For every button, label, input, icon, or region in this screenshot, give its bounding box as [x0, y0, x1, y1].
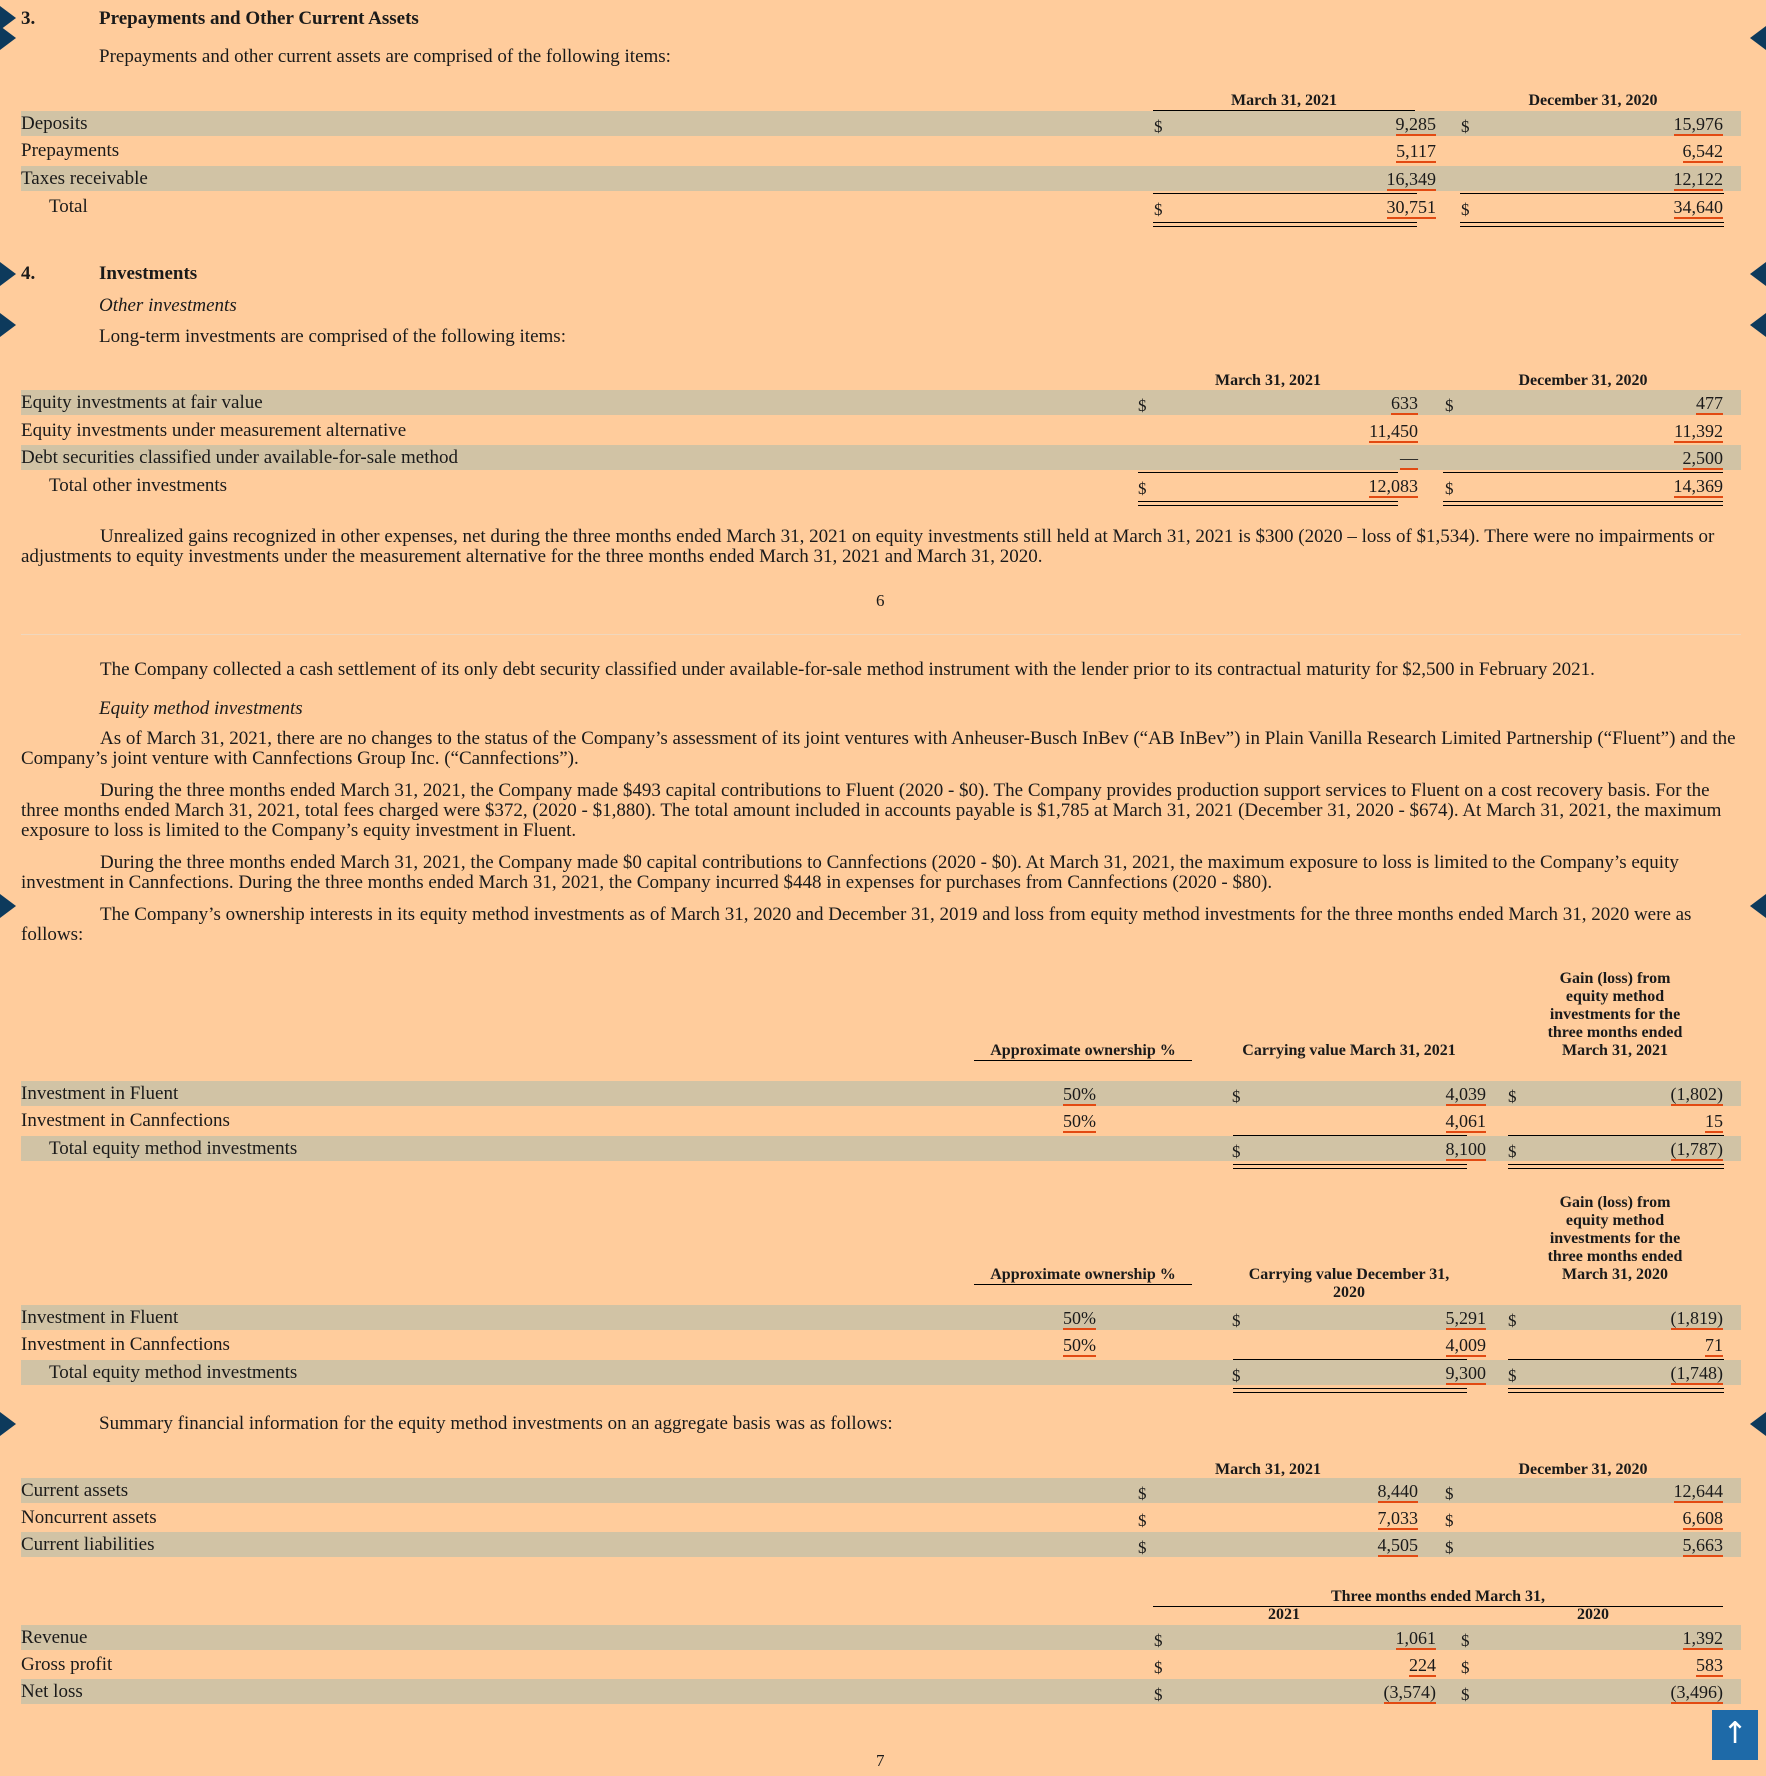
section-subtitle: Other investments: [99, 295, 237, 316]
cell-value: 6,542: [1682, 141, 1723, 161]
row-label: Deposits: [21, 113, 88, 134]
note-number: 3.: [21, 8, 36, 29]
cell-value: 30,751: [1386, 197, 1436, 217]
table-row: [21, 111, 1741, 136]
body-paragraph: The Company’s ownership interests in its equity method investments as of March 31, 2020 and December 31, 2019 and loss from equity method investments for the three months ended March 31, 2020 were as follows:: [21, 904, 1692, 945]
column-header: Approximate ownership %: [974, 1042, 1192, 1061]
row-label: Total equity method investments: [49, 1138, 298, 1159]
cell-value: 1,392: [1682, 1628, 1723, 1648]
summary-intro: Summary financial information for the equity method investments on an aggregate basis was as follows:: [99, 1413, 893, 1434]
table-row: [21, 1136, 1741, 1161]
cell-value: 34,640: [1673, 197, 1723, 217]
nav-marker-left-icon[interactable]: [1750, 313, 1766, 337]
column-header: 2021: [1268, 1606, 1300, 1623]
dollar-sign: $: [1154, 1631, 1163, 1650]
nav-marker-left-icon[interactable]: [1750, 26, 1766, 50]
column-header: Gain (loss) from equity method investments for the three months ended March 31, 2020: [1547, 1194, 1683, 1283]
row-label: Investment in Cannfections: [21, 1110, 230, 1131]
dollar-sign: $: [1232, 1087, 1241, 1106]
ownership-value: 50%: [1063, 1335, 1096, 1355]
table-row: [21, 1679, 1741, 1704]
dollar-sign: $: [1154, 1658, 1163, 1677]
table-row: [21, 445, 1741, 470]
body-paragraph: Unrealized gains recognized in other expenses, net during the three months ended March 31, 2021 on equity investments still held at March 31, 2021 is $300 (2020 – loss of $1,534). There were no impairments or adjustments to equity investments under the measurement alternative for the three months ended March 31, 2021 and March 31, 2020.: [21, 526, 1715, 567]
dollar-sign: $: [1508, 1142, 1517, 1161]
column-header: Approximate ownership %: [974, 1266, 1192, 1285]
dollar-sign: $: [1508, 1366, 1517, 1385]
dollar-sign: $: [1154, 1685, 1163, 1704]
row-label: Prepayments: [21, 140, 120, 161]
nav-marker-left-icon[interactable]: [1750, 894, 1766, 918]
cell-value: 1,061: [1395, 1628, 1436, 1648]
column-header: Gain (loss) from equity method investments for the three months ended March 31, 2021: [1547, 970, 1683, 1059]
table-row: [21, 194, 1741, 219]
table-row: [21, 1360, 1741, 1385]
dollar-sign: $: [1445, 479, 1454, 498]
dollar-sign: $: [1461, 1658, 1470, 1677]
column-header: Three months ended March 31,: [1153, 1588, 1723, 1607]
column-header: March 31, 2021: [1138, 372, 1398, 391]
cell-value: —: [1400, 448, 1418, 468]
row-label: Noncurrent assets: [21, 1507, 157, 1528]
cell-value: 8,440: [1377, 1481, 1418, 1501]
ownership-value: 50%: [1063, 1084, 1096, 1104]
row-label: Gross profit: [21, 1654, 113, 1675]
cell-value: 583: [1696, 1655, 1723, 1675]
cell-value: (3,496): [1670, 1682, 1723, 1702]
cell-value: 16,349: [1386, 169, 1436, 189]
nav-marker-left-icon[interactable]: [1750, 1412, 1766, 1436]
cell-value: 4,505: [1377, 1535, 1418, 1555]
table-row: [21, 1505, 1741, 1530]
dollar-sign: $: [1154, 200, 1163, 219]
column-header: 2020: [1577, 1606, 1609, 1623]
cell-value: 11,450: [1369, 421, 1418, 441]
cell-value: 6,608: [1682, 1508, 1723, 1528]
body-paragraph: During the three months ended March 31, 2021, the Company made $0 capital contributions to Cannfections (2020 - $0). At March 31, 2021, the maximum exposure to loss is limited to the Company’s equity investment in Cannfections. During the three months ended March 31, 2021, the Company incurred $448 in expenses for purchases from Cannfections (2020 - $80).: [21, 852, 1679, 893]
row-label: Total equity method investments: [49, 1362, 298, 1383]
table-row: [21, 1625, 1741, 1650]
row-label: Current assets: [21, 1480, 129, 1501]
total-double-rule: [1508, 1388, 1724, 1393]
ownership-value: 50%: [1063, 1111, 1096, 1131]
row-label: Investment in Fluent: [21, 1307, 179, 1328]
table-row: [21, 390, 1741, 415]
body-paragraph: The Company collected a cash settlement of its only debt security classified under available-for-sale method instrument with the lender prior to its contractual maturity for $2,500 in February 2021.: [100, 659, 1595, 680]
row-label: Total: [49, 196, 88, 217]
page-number: 6: [876, 591, 885, 610]
cell-value: 5,663: [1682, 1535, 1723, 1555]
column-header: March 31, 2021: [1138, 1461, 1398, 1480]
dollar-sign: $: [1232, 1366, 1241, 1385]
body-paragraph: As of March 31, 2021, there are no changes to the status of the Company’s assessment of its joint ventures with Anheuser-Busch InBev (“AB InBev”) in Plain Vanilla Research Limited Partnership (“Fluent”) and the Company’s joint venture with Cannfections Group Inc. (“Cannfections”).: [21, 728, 1736, 769]
table-row: [21, 1532, 1741, 1557]
nav-marker-right-icon[interactable]: [0, 313, 16, 337]
cell-value: 5,117: [1396, 141, 1436, 161]
note-intro: Long-term investments are comprised of the following items:: [99, 326, 566, 347]
cell-value: 4,009: [1445, 1335, 1486, 1355]
cell-value: 477: [1696, 393, 1723, 413]
dollar-sign: $: [1461, 1685, 1470, 1704]
dollar-sign: $: [1138, 1538, 1147, 1557]
dollar-sign: $: [1461, 1631, 1470, 1650]
cell-value: 12,644: [1673, 1481, 1723, 1501]
nav-marker-left-icon[interactable]: [1750, 262, 1766, 286]
total-double-rule: [1138, 501, 1398, 506]
row-label: Total other investments: [49, 475, 228, 496]
cell-value: (1,819): [1670, 1308, 1723, 1328]
total-double-rule: [1508, 1164, 1724, 1169]
row-label: Debt securities classified under available-for-sale method: [21, 447, 458, 468]
row-label: Taxes receivable: [21, 168, 148, 189]
cell-value: (1,748): [1670, 1363, 1723, 1383]
row-label: Equity investments at fair value: [21, 392, 263, 413]
table-row: [21, 473, 1741, 498]
cell-value: 224: [1409, 1655, 1436, 1675]
nav-marker-right-icon[interactable]: [0, 262, 16, 286]
row-label: Equity investments under measurement alternative: [21, 420, 407, 441]
dollar-sign: $: [1445, 1538, 1454, 1557]
table-row: [21, 1652, 1741, 1677]
column-header: December 31, 2020: [1518, 1461, 1648, 1478]
table-row: [21, 1081, 1741, 1106]
column-header: December 31, 2020: [1528, 92, 1658, 109]
dollar-sign: $: [1138, 1484, 1147, 1503]
section-subtitle: Equity method investments: [99, 698, 303, 719]
dollar-sign: $: [1461, 200, 1470, 219]
table-row: [21, 1332, 1741, 1357]
cell-value: 4,061: [1445, 1111, 1486, 1131]
nav-marker-right-icon[interactable]: [0, 1412, 16, 1436]
cell-value: 5,291: [1445, 1308, 1486, 1328]
cell-value: 14,369: [1673, 476, 1723, 496]
dollar-sign: $: [1138, 1511, 1147, 1530]
total-double-rule: [1460, 222, 1724, 227]
total-double-rule: [1233, 1164, 1467, 1169]
dollar-sign: $: [1154, 117, 1163, 136]
cell-value: (1,802): [1670, 1084, 1723, 1104]
cell-value: (1,787): [1670, 1139, 1723, 1159]
page-number: 7: [876, 1751, 885, 1770]
total-double-rule: [1443, 501, 1723, 506]
table-row: [21, 1478, 1741, 1503]
note-number: 4.: [21, 263, 36, 284]
cell-value: 9,285: [1395, 114, 1436, 134]
cell-value: 633: [1391, 393, 1418, 413]
ownership-value: 50%: [1063, 1308, 1096, 1328]
cell-value: 4,039: [1445, 1084, 1486, 1104]
column-header: Carrying value March 31, 2021: [1242, 1042, 1456, 1059]
dollar-sign: $: [1508, 1087, 1517, 1106]
table-row: [21, 1305, 1741, 1330]
body-paragraph: During the three months ended March 31, 2021, the Company made $493 capital contributions to Fluent (2020 - $0). The Company provides production support services to Fluent on a cost recovery basis. For the three months ended March 31, 2021, total fees charged were $372, (2020 - $1,880). The total amount included in accounts payable is $1,785 at March 31, 2021 (December 31, 2020 - $674). At March 31, 2021, the maximum exposure to loss is limited to the Company’s equity investment in Fluent.: [21, 780, 1722, 841]
dollar-sign: $: [1138, 479, 1147, 498]
dollar-sign: $: [1138, 396, 1147, 415]
arrow-up-icon: ↑: [1722, 1716, 1748, 1751]
cell-value: 15: [1705, 1111, 1723, 1131]
cell-value: 12,083: [1368, 476, 1418, 496]
nav-marker-right-icon[interactable]: [0, 26, 16, 50]
dollar-sign: $: [1232, 1311, 1241, 1330]
total-double-rule: [1153, 222, 1417, 227]
row-label: Revenue: [21, 1627, 88, 1648]
dollar-sign: $: [1461, 117, 1470, 136]
cell-value: 11,392: [1674, 421, 1723, 441]
cell-value: 9,300: [1445, 1363, 1486, 1383]
cell-value: 15,976: [1673, 114, 1723, 134]
note-title: Investments: [99, 263, 198, 284]
cell-value: 7,033: [1377, 1508, 1418, 1528]
table-row: [21, 166, 1741, 191]
cell-value: 12,122: [1673, 169, 1723, 189]
cell-value: 71: [1705, 1335, 1723, 1355]
back-to-top-button[interactable]: [1712, 1710, 1758, 1760]
total-double-rule: [1233, 1388, 1467, 1393]
cell-value: 2,500: [1682, 448, 1723, 468]
row-label: Current liabilities: [21, 1534, 155, 1555]
table-row: [21, 138, 1741, 163]
column-header: March 31, 2021: [1153, 92, 1415, 111]
table-row: [21, 1108, 1741, 1133]
column-header: December 31, 2020: [1518, 372, 1648, 389]
dollar-sign: $: [1508, 1311, 1517, 1330]
note-title: Prepayments and Other Current Assets: [99, 8, 419, 29]
note-intro: Prepayments and other current assets are comprised of the following items:: [99, 46, 671, 67]
dollar-sign: $: [1445, 1511, 1454, 1530]
dollar-sign: $: [1445, 396, 1454, 415]
page-divider: [21, 634, 1741, 635]
table-row: [21, 418, 1741, 443]
cell-value: (3,574): [1383, 1682, 1436, 1702]
nav-marker-right-icon[interactable]: [0, 894, 16, 918]
dollar-sign: $: [1232, 1142, 1241, 1161]
row-label: Investment in Fluent: [21, 1083, 179, 1104]
row-label: Investment in Cannfections: [21, 1334, 230, 1355]
cell-value: 8,100: [1445, 1139, 1486, 1159]
dollar-sign: $: [1445, 1484, 1454, 1503]
row-label: Net loss: [21, 1681, 83, 1702]
column-header: Carrying value December 31, 2020: [1248, 1266, 1450, 1301]
